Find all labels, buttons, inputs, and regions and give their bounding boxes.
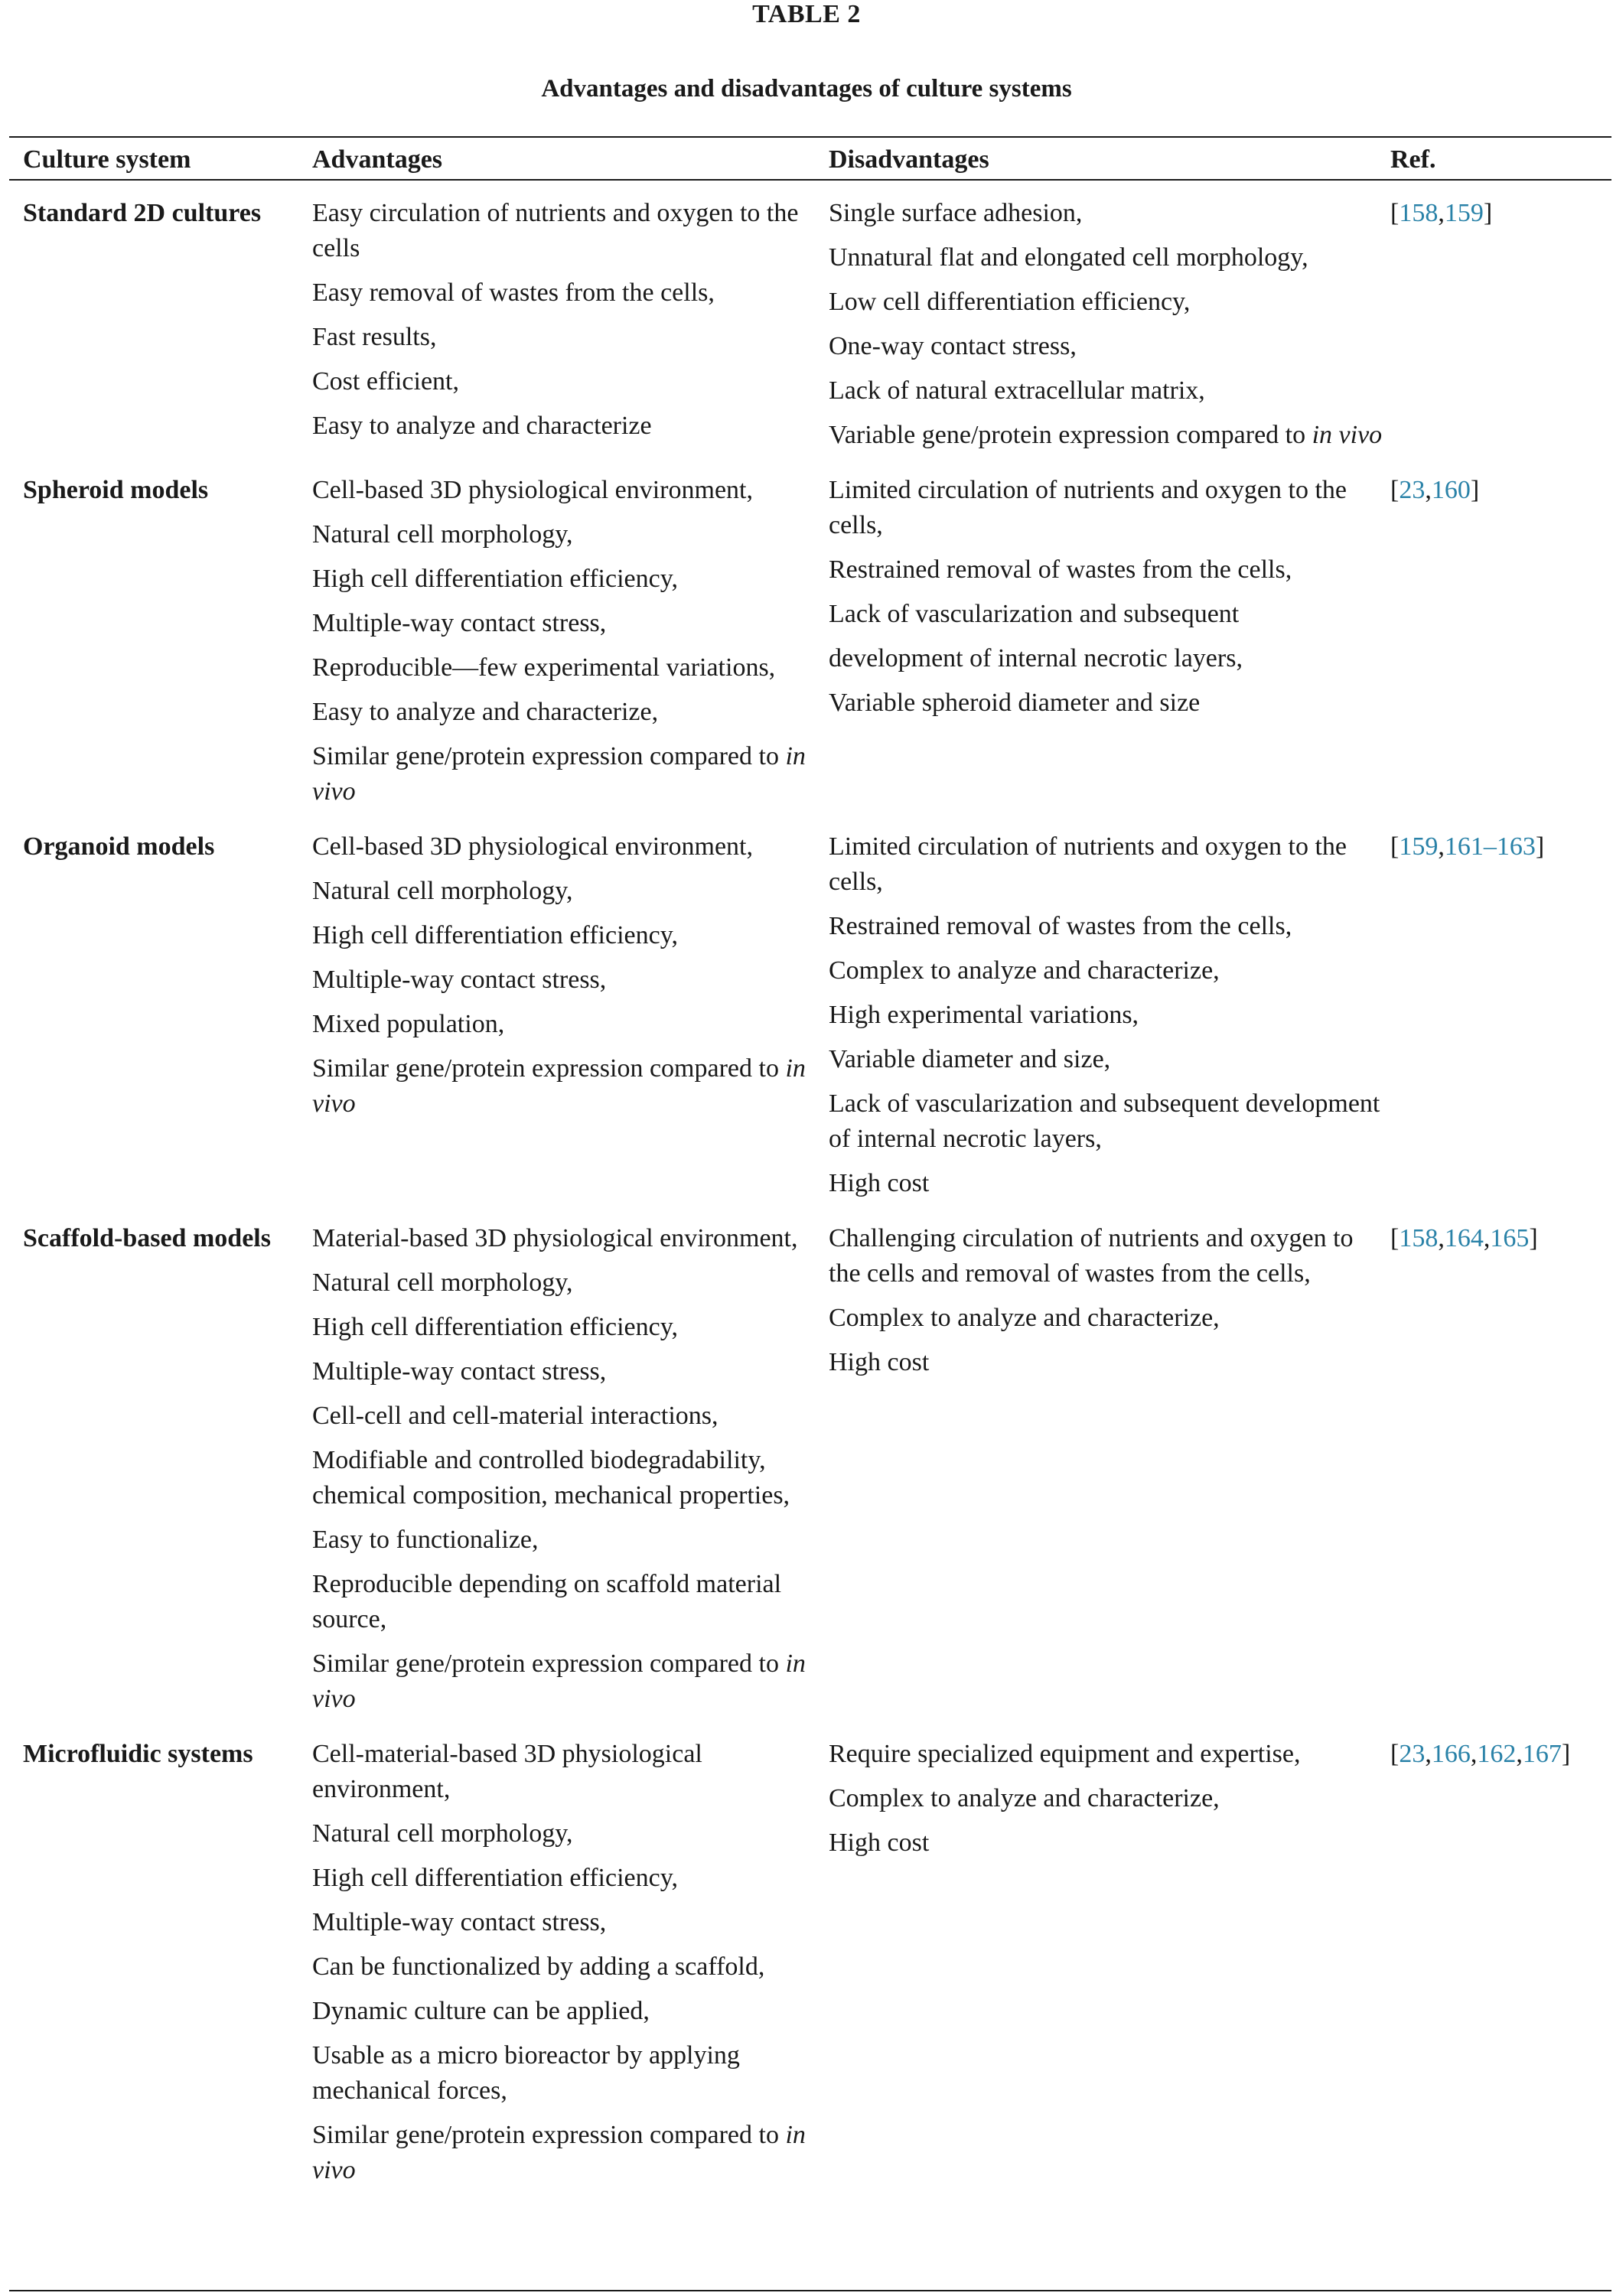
advantage-item: Reproducible depending on scaffold material source, [312, 1570, 782, 1633]
references-cell: [23,166,162,167] [1390, 1740, 1571, 1768]
reference-link[interactable]: 165 [1490, 1224, 1530, 1252]
disadvantage-item: Require specialized equipment and expertise, [829, 1740, 1301, 1768]
reference-link[interactable]: 160 [1431, 476, 1471, 504]
advantage-item: High cell differentiation efficiency, [312, 565, 679, 593]
disadvantage-item: Variable gene/protein expression compared to in vivo [829, 421, 1383, 449]
advantage-item: Reproducible—few experimental variations, [312, 653, 776, 682]
references-cell: [158,159] [1390, 199, 1493, 227]
advantages-cell [312, 1204, 829, 1720]
reference-link[interactable]: 159 [1444, 199, 1484, 227]
disadvantage-item: One-way contact stress, [829, 332, 1077, 360]
reference-link[interactable]: 159 [1399, 832, 1439, 861]
disadvantage-item: Variable spheroid diameter and size [829, 689, 1201, 717]
advantage-item: High cell differentiation efficiency, [312, 1313, 679, 1341]
disadvantages-cell [829, 813, 1390, 1204]
table-row-standard-2d-cultures [9, 179, 1611, 456]
disadvantage-item: Restrained removal of wastes from the cells, [829, 555, 1292, 584]
disadvantages-cell [829, 456, 1390, 813]
disadvantage-item: High cost [829, 1829, 930, 1857]
advantage-item: Easy removal of wastes from the cells, [312, 278, 715, 307]
disadvantage-item: Variable diameter and size, [829, 1045, 1111, 1073]
advantage-item: Cost efficient, [312, 367, 459, 396]
table-row-scaffold-based-models [9, 1204, 1611, 1720]
advantage-item: Cell-based 3D physiological environment, [312, 476, 753, 504]
reference-link[interactable]: 158 [1399, 1224, 1439, 1252]
reference-link[interactable]: 162 [1477, 1740, 1517, 1768]
advantage-item: Natural cell morphology, [312, 877, 573, 905]
table-row-microfluidic-systems [9, 1720, 1611, 2191]
culture-system-cell: Standard 2D cultures [23, 199, 262, 227]
advantage-item: Modifiable and controlled biodegradability, chemical composition, mechanical properties, [312, 1446, 790, 1509]
references-cell: [23,160] [1390, 476, 1480, 504]
disadvantage-item: Limited circulation of nutrients and oxygen to the cells, [829, 832, 1347, 896]
advantages-cell [312, 456, 829, 813]
advantage-item: Cell-based 3D physiological environment, [312, 832, 753, 861]
table-row-organoid-models [9, 813, 1611, 1204]
advantages-cell [312, 179, 829, 456]
bottom-rule [9, 2290, 1611, 2291]
table-label: TABLE 2 [752, 0, 861, 28]
header-row [9, 138, 1611, 179]
reference-link[interactable]: 166 [1431, 1740, 1471, 1768]
advantage-item: Multiple-way contact stress, [312, 966, 607, 994]
reference-link[interactable]: 161–163 [1444, 832, 1536, 861]
advantage-item: Mixed population, [312, 1010, 505, 1038]
disadvantages-cell [829, 1204, 1390, 1720]
advantage-item: Similar gene/protein expression compared to in vivo [312, 1650, 806, 1713]
reference-link[interactable]: 164 [1444, 1224, 1484, 1252]
table-header [9, 138, 1611, 179]
reference-link[interactable]: 167 [1522, 1740, 1562, 1768]
advantage-item: Easy to analyze and characterize, [312, 698, 659, 726]
disadvantage-item: Unnatural flat and elongated cell morphology, [829, 243, 1308, 272]
disadvantage-item: Limited circulation of nutrients and oxygen to the cells, [829, 476, 1347, 539]
advantages-cell [312, 1720, 829, 2191]
culture-system-cell: Scaffold-based models [23, 1224, 271, 1252]
disadvantage-item: Single surface adhesion, [829, 199, 1083, 227]
disadvantages-cell [829, 1720, 1390, 2191]
disadvantage-item: High cost [829, 1169, 930, 1197]
disadvantage-item: Low cell differentiation efficiency, [829, 288, 1191, 316]
table-body [9, 179, 1611, 2191]
culture-system-cell: Microfluidic systems [23, 1740, 253, 1768]
advantage-item: Similar gene/protein expression compared to in vivo [312, 742, 806, 806]
disadvantage-item: Complex to analyze and characterize, [829, 1304, 1220, 1332]
reference-link[interactable]: 158 [1399, 199, 1439, 227]
advantage-item: Fast results, [312, 323, 437, 351]
culture-systems-table [9, 138, 1611, 2191]
disadvantage-item: Challenging circulation of nutrients and oxygen to the cells and removal of wastes from the cells, [829, 1224, 1354, 1288]
advantage-item: Can be functionalized by adding a scaffold, [312, 1952, 765, 1981]
advantage-item: Cell-cell and cell-material interactions, [312, 1402, 719, 1430]
advantage-item: Multiple-way contact stress, [312, 1357, 607, 1386]
advantage-item: Dynamic culture can be applied, [312, 1997, 650, 2025]
disadvantage-item: Lack of vascularization and subsequent development of internal necrotic layers, [829, 1089, 1380, 1153]
culture-system-cell: Spheroid models [23, 476, 209, 504]
advantage-item: Natural cell morphology, [312, 1819, 573, 1848]
disadvantage-item: Lack of natural extracellular matrix, [829, 376, 1205, 405]
advantage-item: Similar gene/protein expression compared to in vivo [312, 1054, 806, 1118]
advantage-item: Similar gene/protein expression compared to in vivo [312, 2121, 806, 2184]
disadvantage-item: Restrained removal of wastes from the cells, [829, 912, 1292, 940]
advantage-item: Material-based 3D physiological environment, [312, 1224, 798, 1252]
advantage-item: Multiple-way contact stress, [312, 609, 607, 637]
advantage-item: Natural cell morphology, [312, 520, 573, 549]
advantage-item: Easy to analyze and characterize [312, 412, 652, 440]
reference-link[interactable]: 23 [1399, 1740, 1426, 1768]
header-advantages: Advantages [312, 145, 443, 174]
table-caption: Advantages and disadvantages of culture systems [541, 75, 1072, 103]
advantage-item: Easy circulation of nutrients and oxygen to the cells [312, 199, 799, 262]
disadvantage-item: development of internal necrotic layers, [829, 644, 1243, 673]
header-ref: Ref. [1390, 145, 1436, 174]
header-disadvantages: Disadvantages [829, 145, 989, 174]
advantages-cell [312, 813, 829, 1204]
advantage-item: Natural cell morphology, [312, 1268, 573, 1297]
references-cell: [159,161–163] [1390, 832, 1545, 861]
advantage-item: Easy to functionalize, [312, 1526, 539, 1554]
table-row-spheroid-models [9, 456, 1611, 813]
header-culture-system: Culture system [23, 145, 191, 174]
disadvantages-cell [829, 179, 1390, 456]
disadvantage-item: High cost [829, 1348, 930, 1376]
references-cell: [158,164,165] [1390, 1224, 1538, 1252]
culture-system-cell: Organoid models [23, 832, 215, 861]
reference-link[interactable]: 23 [1399, 476, 1426, 504]
advantage-item: Cell-material-based 3D physiological environment, [312, 1740, 702, 1803]
advantage-item: Multiple-way contact stress, [312, 1908, 607, 1936]
disadvantage-item: Lack of vascularization and subsequent [829, 600, 1240, 628]
advantage-item: High cell differentiation efficiency, [312, 1864, 679, 1892]
advantage-item: Usable as a micro bioreactor by applying mechanical forces, [312, 2041, 740, 2105]
disadvantage-item: Complex to analyze and characterize, [829, 956, 1220, 985]
disadvantage-item: High experimental variations, [829, 1001, 1139, 1029]
disadvantage-item: Complex to analyze and characterize, [829, 1784, 1220, 1812]
advantage-item: High cell differentiation efficiency, [312, 921, 679, 949]
